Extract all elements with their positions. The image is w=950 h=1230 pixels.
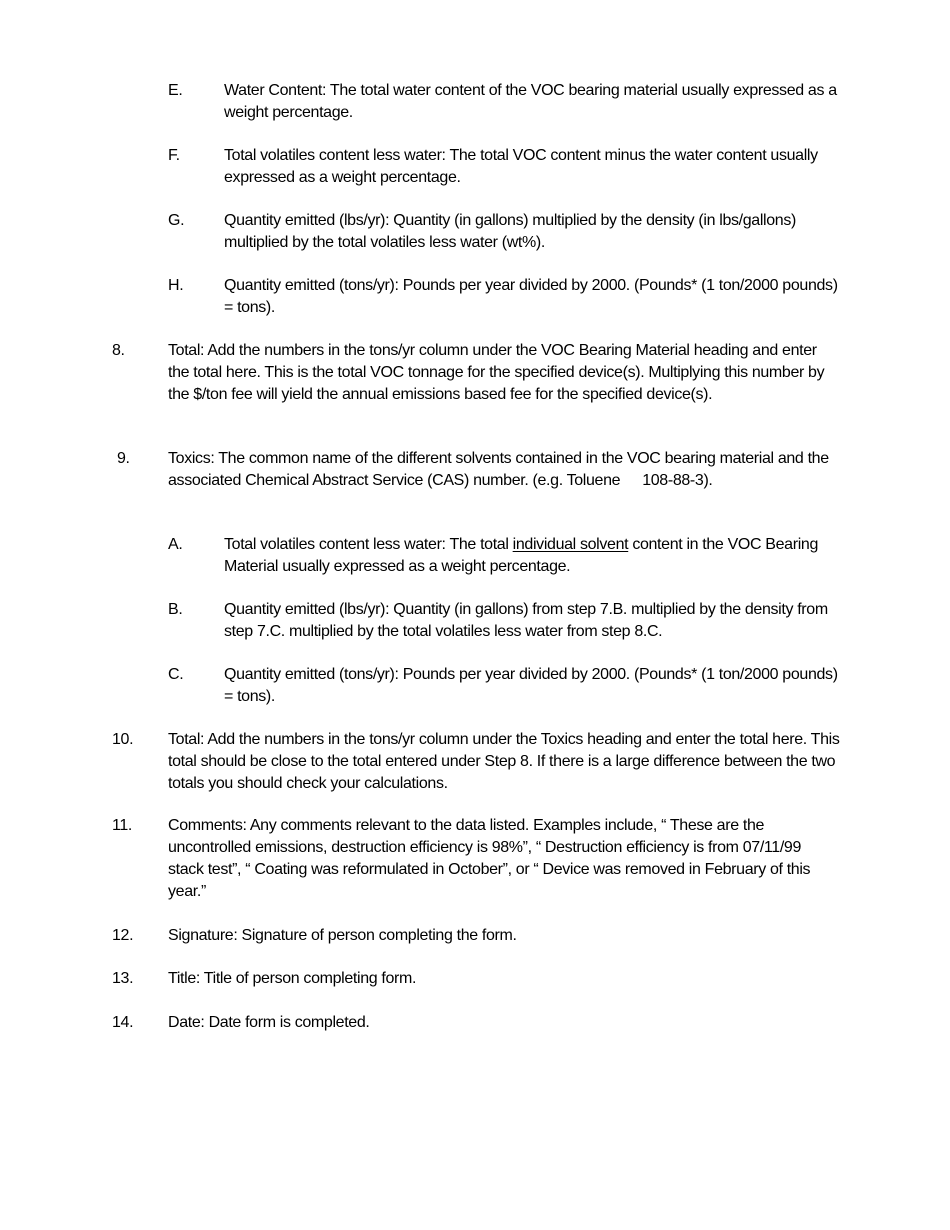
list-item-10 [112,729,840,795]
item-marker: G. [168,212,185,229]
item-marker: 10. [112,731,134,748]
item-marker: F. [168,147,180,164]
list-item-h [168,275,840,319]
list-item-9 [112,448,840,492]
item-text [168,448,840,492]
item-marker: A. [168,536,183,553]
item-marker: B. [168,601,183,618]
item-marker: E. [168,82,183,99]
list-item-8 [112,340,840,406]
cas-number: 108-88-3). [642,472,713,489]
list-item-b [168,599,840,643]
item-marker: 8. [112,342,125,359]
item-text: Water Content: The total water content of the VOC bearing material usually expressed as a weight percentage. [224,82,837,121]
list-item-e [168,80,840,124]
item-marker: H. [168,277,184,294]
item-text-part: Toxics: The common name of the different solvents contained in the VOC bearing material and the associated Chemical Abstract Service (CAS) number. (e.g. Toluene [168,450,829,489]
item-text: Quantity emitted (tons/yr): Pounds per year divided by 2000. (Pounds* (1 ton/2000 pounds) = tons). [224,277,838,316]
list-item-c [168,664,840,708]
list-item-13 [112,968,840,990]
item-text: Title: Title of person completing form. [168,970,417,987]
item-marker: 12. [112,927,134,944]
list-item-14 [112,1012,840,1034]
item-text-part: Total volatiles content less water: The total [224,536,513,553]
item-text: Total volatiles content less water: The total VOC content minus the water content usually expressed as a weight percentage. [224,147,818,186]
list-item-11 [112,815,840,903]
item-text: Quantity emitted (tons/yr): Pounds per year divided by 2000. (Pounds* (1 ton/2000 pounds) = tons). [224,666,838,705]
underlined-text: individual solvent [512,536,629,553]
item-text: Signature: Signature of person completing the form. [168,927,517,944]
item-marker: 13. [112,970,134,987]
item-text: Total: Add the numbers in the tons/yr column under the VOC Bearing Material heading and enter the total here. This is the total VOC tonnage for the specified device(s). Multiplying this number by the $/ton fee will yield the annual emissions based fee for the specified device(s). [168,342,825,403]
item-text-part: content in the VOC Bearing Material usually expressed as a weight percentage. [224,536,818,575]
item-text: Quantity emitted (lbs/yr): Quantity (in gallons) multiplied by the density (in lbs/gallons) multiplied by the total volatiles less water (wt%). [224,212,796,251]
item-text: Quantity emitted (lbs/yr): Quantity (in gallons) from step 7.B. multiplied by the density from step 7.C. multiplied by the total volatiles less water from step 8.C. [224,601,828,640]
item-marker: 11. [112,817,133,834]
list-item-f [168,145,840,189]
item-text [224,534,840,578]
item-text: Comments: Any comments relevant to the data listed. Examples include, “ These are the uncontrolled emissions, destruction efficiency is 98%”, “ Destruction efficiency is from 07/11/99 stack test”, “ Coating was reformulated in October”, or “ Device was removed in February of this year.” [168,817,811,900]
item-marker: 9. [117,450,130,467]
item-marker: 14. [112,1014,134,1031]
item-text: Total: Add the numbers in the tons/yr column under the Toxics heading and enter the total here. This total should be close to the total entered under Step 8. If there is a large difference between the two totals you should check your calculations. [168,731,840,792]
list-item-g [168,210,840,254]
list-item-12 [112,925,840,947]
item-marker: C. [168,666,184,683]
item-text: Date: Date form is completed. [168,1014,370,1031]
list-item-a [168,534,840,578]
